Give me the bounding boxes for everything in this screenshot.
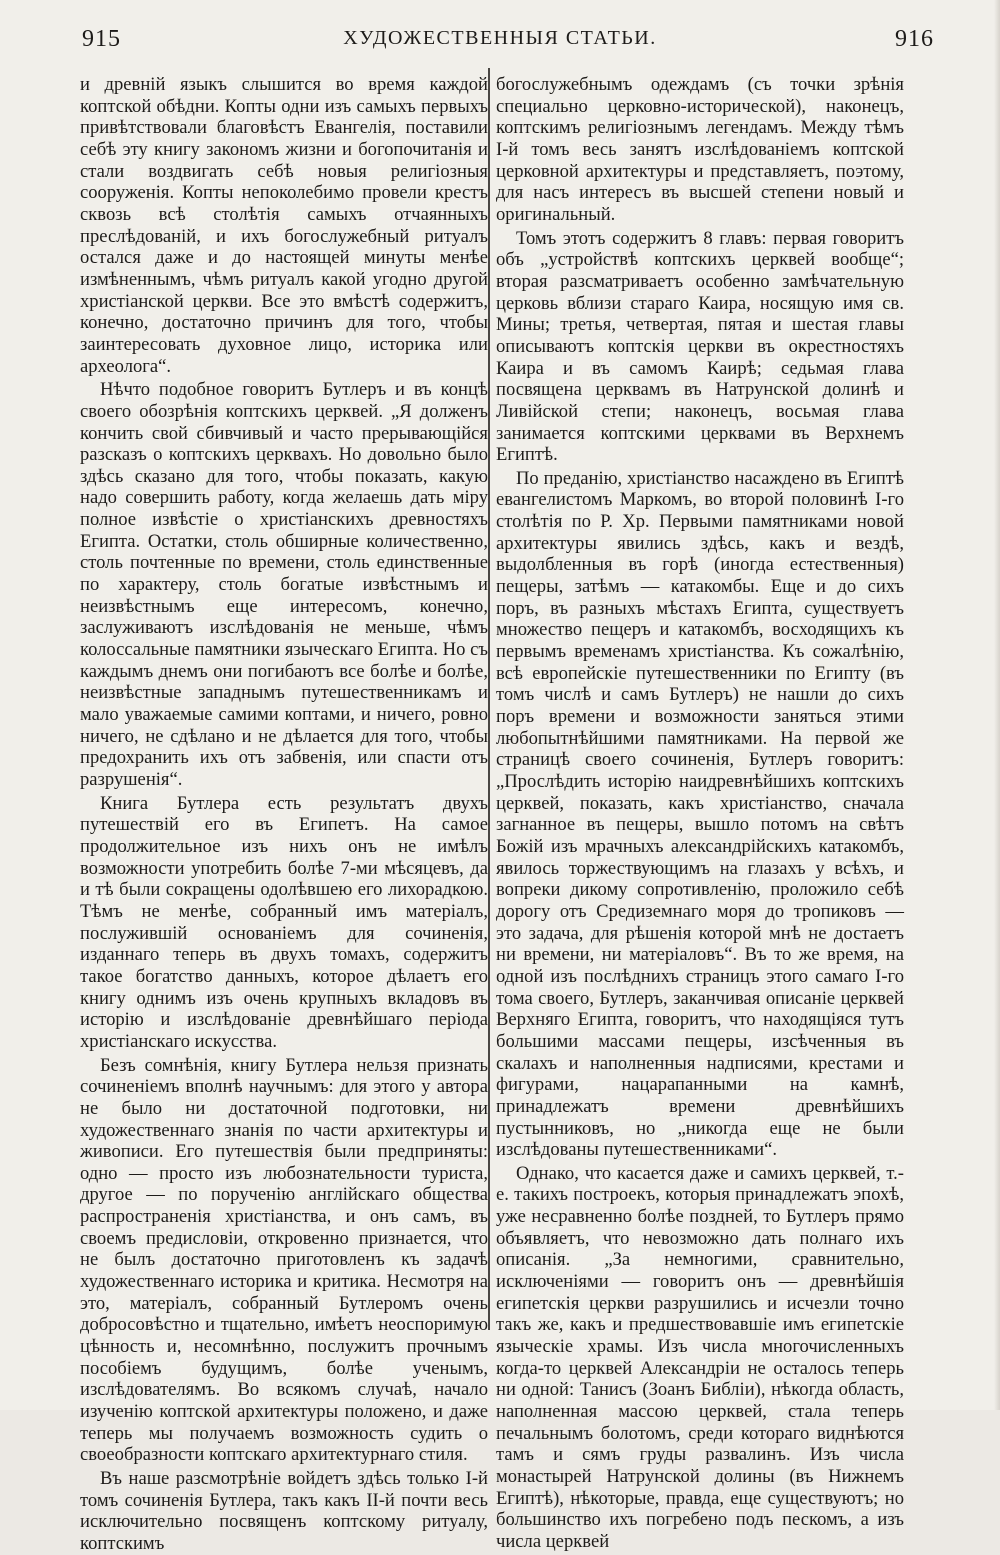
- paragraph: Нѣчто подобное говоритъ Бутлеръ и въ концѣ своего обозрѣнія коптскихъ церквей. „Я долженъ кончить свой сбивчивый и часто прерывающійся разсказъ о коптскихъ церквахъ. Но довольно было здѣсь сказано для того, чтобы показать, какую надо совершить работу, когда желаешь дать міру полное извѣстіе о христіанскихъ древностяхъ Египта. Остатки, столь обширные количественно, столь почтенные по времени, столь единственные по характеру, столь богатые извѣстнымъ и неизвѣстнымъ еще интересомъ, конечно, заслуживаютъ изслѣдованія не меньше, чѣмъ колоссальные памятники языческаго Египта. Но съ каждымъ днемъ они погибаютъ все болѣе и болѣе, неизвѣстные западнымъ путешественникамъ и мало уважаемые самими коптами, и ничего, ровно ничего, не сдѣлано и не дѣлается для того, чтобы предохранить ихъ отъ забвенія, или спасти отъ разрушенія“.: [80, 379, 488, 790]
- paragraph: Томъ этотъ содержитъ 8 главъ: первая говоритъ объ „устройствѣ коптскихъ церквей вообще“; вторая разсматриваетъ особенно замѣчательную церковь вблизи стараго Каира, носящую имя св. Мины; третья, четвертая, пятая и шестая главы описываютъ коптскія церкви въ окрестностяхъ Каира и въ самомъ Каирѣ; седьмая глава посвящена церквамъ въ Натрунской долинѣ и Ливійской степи; наконецъ, восьмая глава занимается коптскими церквами въ Верхнемъ Египтѣ.: [496, 227, 904, 466]
- left-column: [80, 74, 488, 1554]
- paragraph: По преданію, христіанство насаждено въ Египтѣ евангелистомъ Маркомъ, во второй половинѣ І-го столѣтія по Р. Хр. Первыми памятниками новой архитектуры явились здѣсь, какъ и вездѣ, выдолбленныя въ горѣ (иногда естественныя) пещеры, затѣмъ — катакомбы. Еще и до сихъ поръ, въ разныхъ мѣстахъ Египта, существуетъ множество пещеръ и катакомбъ, восходящихъ къ первымъ временамъ христіанства. Къ сожалѣнію, всѣ европейскіе путешественники по Египту (въ томъ числѣ и самъ Бутлеръ) не нашли до сихъ поръ времени и возможности заняться этими любопытнѣйшими памятниками. На первой же страницѣ своего сочиненія, Бутлеръ говоритъ: „Прослѣдить исторію наидревнѣйшихъ коптскихъ церквей, показать, какъ христіанство, сначала загнанное въ пещеры, вышло потомъ на свѣтъ Божій изъ мрачныхъ александрійскихъ катакомбъ, явилось торжествующимъ на глазахъ у всѣхъ, и вопреки дикому сопротивленію, проложило себѣ дорогу отъ Средиземнаго моря до тропиковъ — это задача, для рѣшенія которой мнѣ не достаетъ ни времени, ни матеріаловъ“. Въ то же время, на одной изъ послѣднихъ страницъ этого самаго І-го тома своего, Бутлеръ, заканчивая описаніе церквей Верхняго Египта, говоритъ, что находящіяся тутъ большими массами пещеры, изсѣченныя въ скалахъ и наполненныя надписями, крестами и фигурами, нацарапанными на камнѣ, принадлежатъ времени древнѣйшихъ пустынниковъ, но „никогда еще не были изслѣдованы путешественниками“.: [496, 467, 904, 1161]
- page-number-left: 915: [82, 26, 121, 52]
- paragraph: Безъ сомнѣнія, книгу Бутлера нельзя признать сочиненіемъ вполнѣ научнымъ: для этого у автора не было ни достаточной подготовки, ни художественнаго знанія по части архитектуры и живописи. Его путешествія были предприняты: одно — просто изъ любознательности туриста, другое — по порученію англійскаго общества распространенія христіанства, и онъ самъ, въ своемъ предисловіи, откровенно признается, что не былъ достаточно приготовленъ къ задачѣ художественнаго историка и критика. Несмотря на это, матеріалъ, собранный Бутлеромъ очень добросовѣстно и тщательно, имѣетъ неоспоримую цѣнность и, несомнѣнно, послужитъ прочнымъ пособіемъ будущимъ, болѣе ученымъ, изслѣдователямъ. Во всякомъ случаѣ, начало изученію коптской архитектуры положено, и даже теперь мы получаемъ возможность судить о своеобразности коптскаго архитектурнаго стиля.: [80, 1054, 488, 1466]
- page-edge-shadow: [994, 0, 1000, 1410]
- column-divider: [488, 68, 490, 1330]
- paragraph-continued: и древній языкъ слышится во время каждой коптской обѣдни. Копты одни изъ самыхъ первыхъ привѣтствовали благовѣстъ Евангелія, поставили себѣ эту книгу закономъ жизни и богопочитанія и стали воздвигать себѣ новыя религіозныя сооруженія. Копты непоколебимо провели крестъ сквозь всѣ столѣтія самыхъ отчаянныхъ преслѣдованій, и ихъ богослужебный ритуалъ остался даже и до настоящей минуты менѣе измѣненнымъ, чѣмъ ритуалъ какой угодно другой христіанской церкви. Все это вмѣстѣ содержитъ, конечно, достаточно причинъ для того, чтобы заинтересовать духовное лицо, историка или археолога“.: [80, 74, 488, 377]
- running-title: ХУДОЖЕСТВЕННЫЯ СТАТЬИ.: [343, 27, 657, 49]
- paragraph: Однако, что касается даже и самихъ церквей, т.-е. такихъ построекъ, которыя принадлежатъ эпохѣ, уже несравненно болѣе поздней, то Бутлеръ прямо объявляетъ, что невозможно дать полнаго ихъ описанія. „За немногими, сравнительно, исключеніями — говоритъ онъ — древнѣйшія египетскія церкви разрушились и исчезли точно такъ же, какъ и предшествовавшіе имъ египетскіе языческіе храмы. Изъ числа многочисленныхъ когда-то церквей Александріи не осталось теперь ни одной: Танисъ (Зоанъ Библіи), нѣкогда область, наполненная массою церквей, стала теперь печальнымъ болотомъ, среди котораго виднѣются тамъ и сямъ груды развалинъ. Изъ числа монастырей Натрунской долины (въ Нижнемъ Египтѣ), нѣкоторые, правда, еще существуютъ; но большинство ихъ погребено подъ пескомъ, а изъ числа церквей: [496, 1162, 904, 1552]
- right-column: [496, 74, 904, 1552]
- paragraph: Въ наше разсмотрѣніе войдетъ здѣсь только І-й томъ сочиненія Бутлера, такъ какъ II-й почти весь исключительно посвященъ коптскому ритуалу, коптскимъ: [80, 1468, 488, 1554]
- running-header: [60, 22, 940, 58]
- paragraph-continued: богослужебнымъ одеждамъ (съ точки зрѣнія специально церковно-исторической), наконецъ, коптскимъ религіознымъ легендамъ. Между тѣмъ І-й томъ весь занятъ изслѣдованіемъ коптской церковной архитектуры и представляетъ, поэтому, для насъ интересъ въ высшей степени новый и оригинальный.: [496, 74, 904, 225]
- page-number-right: 916: [895, 26, 934, 52]
- paragraph: Книга Бутлера есть результатъ двухъ путешествій его въ Египетъ. На самое продолжительное изъ нихъ онъ не имѣлъ возможности употребить болѣе 7-ми мѣсяцевъ, да и тѣ были сокращены одолѣвшею его лихорадкою. Тѣмъ не менѣе, собранный имъ матеріалъ, послужившій основаніемъ для сочиненія, изданнаго теперь въ двухъ томахъ, содержитъ такое богатство данныхъ, которое дѣлаетъ его книгу однимъ изъ очень крупныхъ вкладовъ въ исторію и изслѣдованіе древнѣйшаго періода христіанскаго искусства.: [80, 792, 488, 1052]
